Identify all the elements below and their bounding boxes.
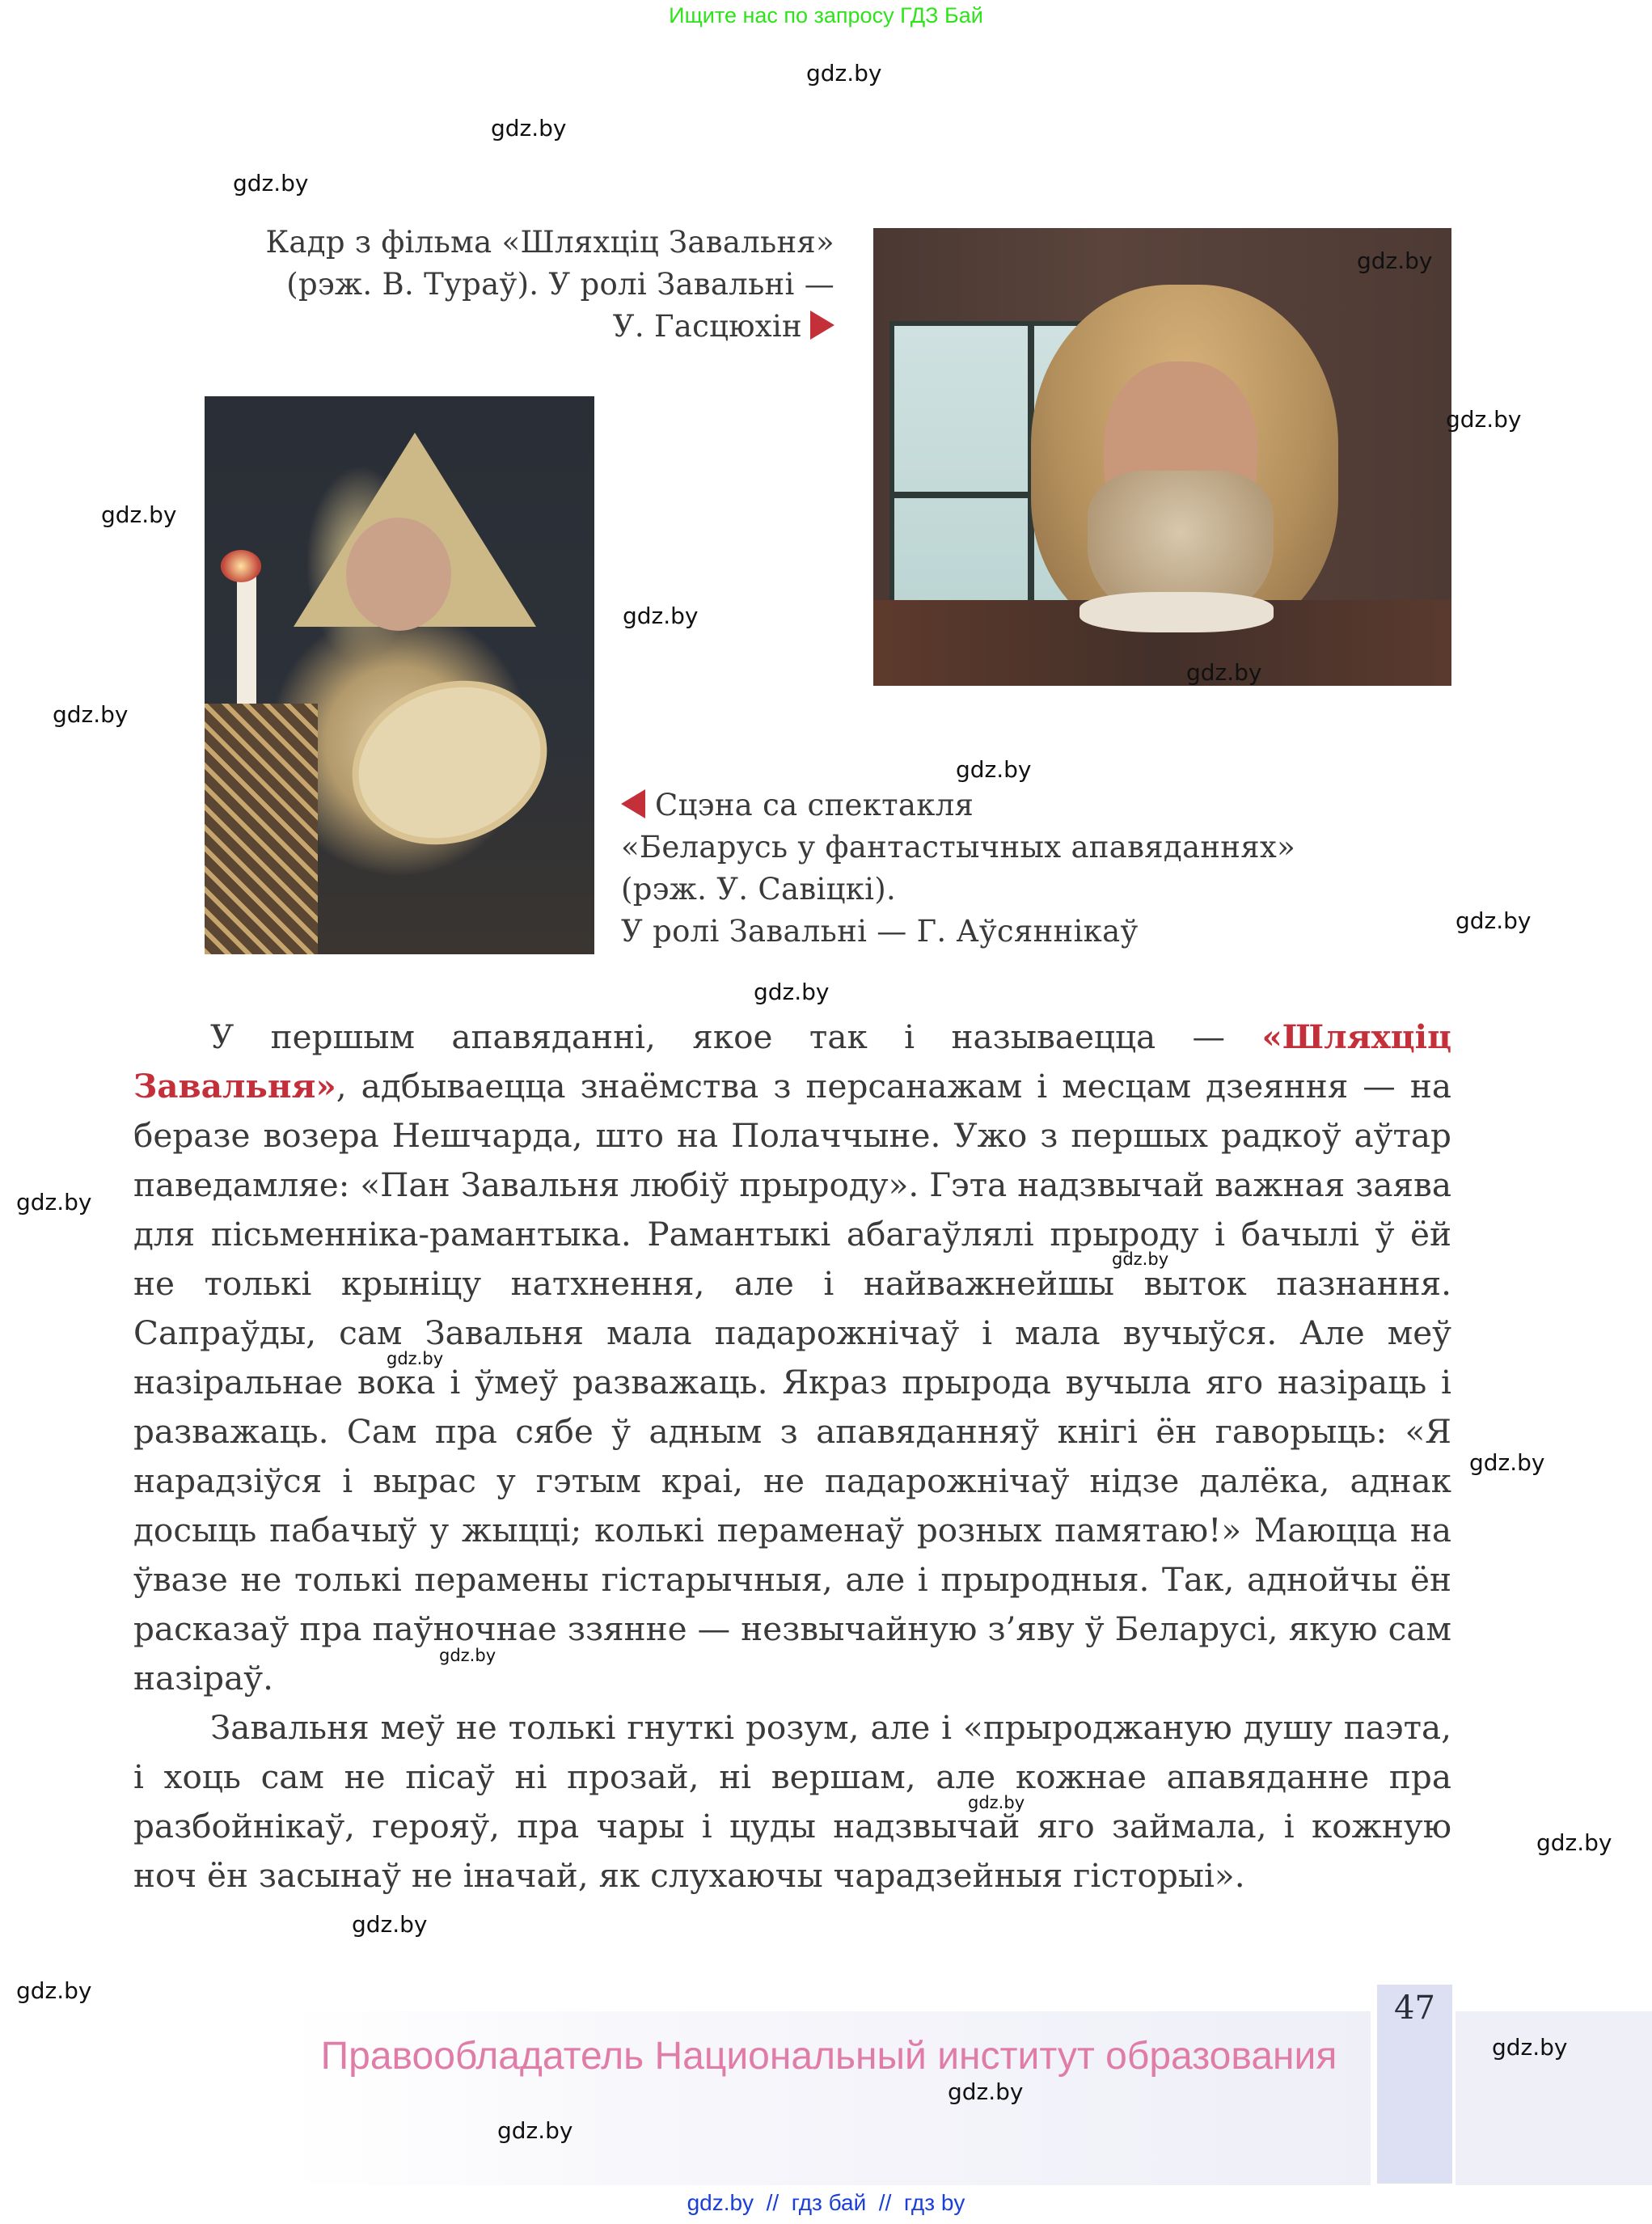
watermark: gdz.by xyxy=(101,501,177,528)
watermark: gdz.by xyxy=(439,1646,496,1665)
film-caption-line-1: Кадр з фільма «Шляхціц Завальня» xyxy=(265,225,834,260)
theatre-caption-line-4: У ролі Завальні — Г. Аўсяннікаў xyxy=(621,914,1139,949)
film-caption xyxy=(194,222,834,348)
bottom-links[interactable]: gdz.by // гдз бай // гдз by xyxy=(687,2190,965,2215)
watermark: gdz.by xyxy=(1469,1449,1545,1476)
watermark: gdz.by xyxy=(53,701,129,728)
watermark: gdz.by xyxy=(352,1911,428,1938)
watermark: gdz.by xyxy=(1186,659,1262,686)
watermark: gdz.by xyxy=(1446,406,1522,433)
theatre-scene-image xyxy=(205,396,594,954)
film-still-image xyxy=(873,228,1451,686)
watermark: gdz.by xyxy=(233,170,309,197)
watermark: gdz.by xyxy=(387,1349,444,1368)
paragraph-1: У першым апавяданні, якое так і называецца — «Шляхціц Завальня», адбываецца знаёмства з персанажам і месцам дзеяння — на беразе возера Нешчарда, што на Полаччыне. Ужо з першых радкоў аўтар паведамляе: «Пан Завальня любіў прыроду». Гэта надзвычай важная заява для пісьменніка-рамантыка. Рамантыкі абагаўлялі прыроду і бачылі ў ёй не толькі крыніцу натхнення, але і найважнейшы выток пазнання. Сапраўды, сам Завальня мала падарожнічаў і мала вучыўся. Але меў назіральнае вока і ўмеў разважаць. Якраз прырода вучыла яго назіраць і разважаць. Сам пра сябе ў адным з апавяданняў кнігі ён гаворыць: «Я нарадзіўся і вырас у гэтым краі, не падарожнічаў нідзе далёка, аднак досыць пабачыў у жыцці; колькі пераменаў розных памятаю!» Маюцца на ўвазе не толькі перамены гістарычныя, але і прыродныя. Так, аднойчы ён расказаў пра паўночнае ззянне — незвычайную з’яву ў Беларусі, якую сам назіраў. xyxy=(133,1017,1451,1698)
rights-holder: Правообладатель Национальный институт образования xyxy=(320,2035,1337,2078)
page-number: 47 xyxy=(1394,1989,1435,2027)
theatre-caption-line-1: Сцэна са спектакля xyxy=(621,784,1430,827)
watermark: gdz.by xyxy=(623,603,699,629)
watermark: gdz.by xyxy=(16,1977,92,2004)
watermark: gdz.by xyxy=(968,1793,1025,1812)
watermark: gdz.by xyxy=(1112,1249,1169,1269)
triangle-left-icon xyxy=(621,789,645,818)
watermark: gdz.by xyxy=(16,1189,92,1216)
watermark: gdz.by xyxy=(806,60,882,87)
theatre-caption-line-3: (рэж. У. Савіцкі). xyxy=(621,872,897,907)
triangle-right-icon xyxy=(810,311,834,340)
watermark: gdz.by xyxy=(497,2117,573,2144)
body-text xyxy=(133,1013,1451,1901)
watermark: gdz.by xyxy=(1456,907,1532,934)
story-title-highlight: «Шляхціц Завальня» xyxy=(133,1017,1451,1106)
watermark: gdz.by xyxy=(754,979,830,1005)
film-caption-line-3: У. Гасцюхін xyxy=(194,306,834,348)
theatre-caption-line-2: «Беларусь у фантастычных апавяданнях» xyxy=(621,830,1296,865)
theatre-caption xyxy=(621,784,1430,953)
watermark: gdz.by xyxy=(1357,247,1433,274)
film-caption-line-2: (рэж. В. Тураў). У ролі Завальні — xyxy=(286,267,834,302)
watermark: gdz.by xyxy=(491,115,567,142)
top-banner: Ищите нас по запросу ГДЗ Бай xyxy=(669,3,983,27)
paragraph-2: Завальня меў не толькі гнуткі розум, але і «прыроджаную душу паэта, і хоць сам не пісаў ні прозай, ні вершам, але кожнае апавяданне пра разбойнікаў, герояў, пра чары і цуды надзвычай яго займала, і кожную ноч ён засынаў не іначай, як слухаючы чарадзейныя гісторыі». xyxy=(133,1708,1451,1895)
watermark: gdz.by xyxy=(948,2078,1024,2105)
watermark: gdz.by xyxy=(956,756,1032,783)
watermark: gdz.by xyxy=(1492,2034,1568,2061)
watermark: gdz.by xyxy=(1536,1829,1612,1856)
